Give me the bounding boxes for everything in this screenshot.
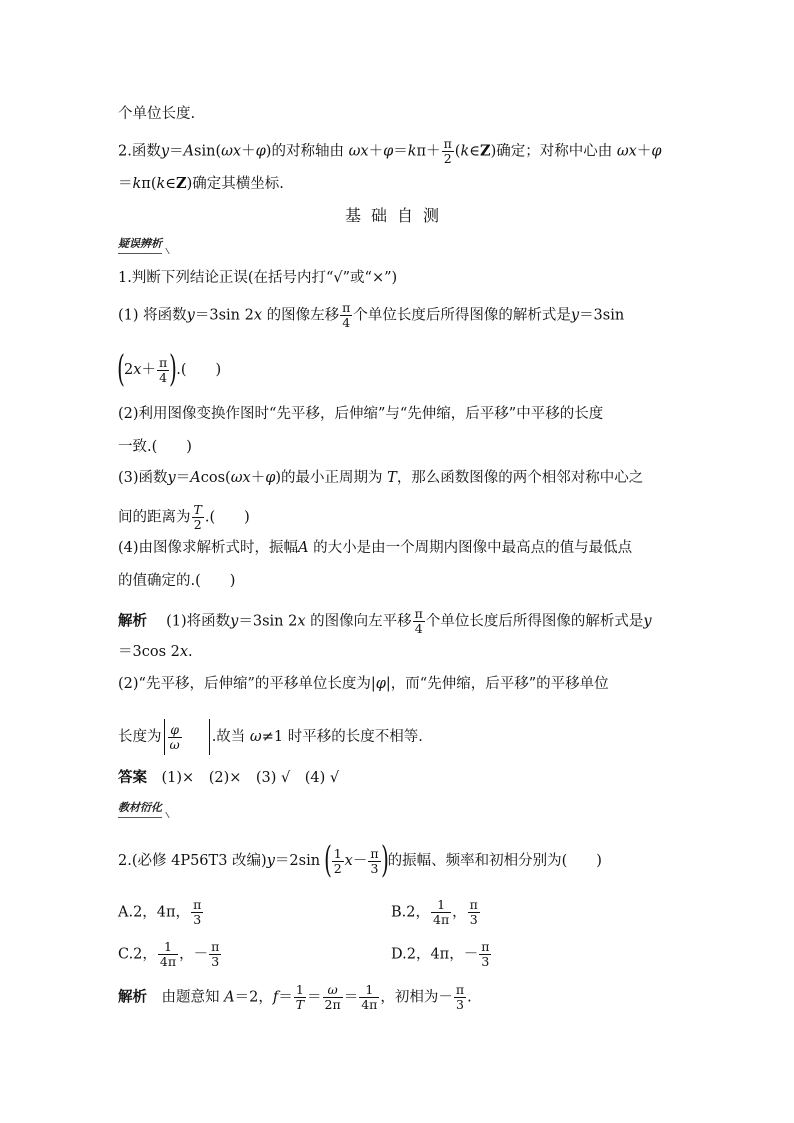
text-run: ＋ (141, 362, 156, 378)
text-run: sin( (194, 143, 222, 160)
text-run: )确定其横坐标. (186, 176, 284, 192)
text-run: ω (323, 983, 343, 998)
text-run: 的图像左移 (266, 307, 340, 324)
text-run: ＝2， (234, 989, 273, 1006)
text-run: ωx (230, 470, 251, 486)
text-run: ) (169, 349, 178, 390)
text-run: y (266, 853, 275, 869)
axis-rule-line-1 (118, 137, 662, 166)
text-run: 4π (361, 997, 378, 1012)
statement-2-line-1: (2)利用图像变换作图时“先平移，后伸缩”与“先伸缩，后平移”中平移的长度 (118, 406, 604, 422)
fraction (332, 847, 344, 876)
text-run: π (469, 897, 478, 912)
fraction (340, 301, 352, 330)
text-run: .( ) (176, 362, 222, 378)
text-run: π (211, 939, 220, 954)
text-run: π＋ (416, 143, 441, 160)
text-run: π (481, 939, 490, 954)
text-run: (3)函数 (118, 470, 168, 486)
text-run: Z (479, 142, 491, 160)
text-run: k (407, 143, 417, 160)
fraction (359, 983, 379, 1012)
text-run: ( (117, 349, 125, 390)
text-run: 2 (443, 151, 452, 166)
text-run: π (158, 354, 168, 370)
text-run: k (156, 176, 166, 192)
text-run: (1)× (2)× (3) √ (4) √ (161, 770, 340, 786)
fraction (479, 940, 491, 969)
text-run: 个单位长度后所得图像的解析式是 (353, 307, 571, 324)
text-run: 3 (370, 860, 379, 876)
text-run: π( (141, 176, 157, 192)
text-run: φ (383, 143, 394, 160)
text-run: φ (265, 470, 276, 486)
text-run: 3 (481, 954, 490, 969)
option-a (118, 898, 204, 927)
text-run: (1) 将函数 (118, 307, 187, 324)
text-run: A.2，4π， (118, 904, 191, 921)
statement-4-line-1 (118, 538, 632, 558)
fraction (168, 723, 182, 752)
text-run: ω (169, 736, 180, 752)
text-run: ＝ (307, 989, 322, 1006)
text-run: ， (452, 904, 467, 921)
text-run: ( (323, 840, 332, 881)
text-run: ωx (616, 143, 637, 160)
solution-label: 解析 (118, 613, 147, 630)
text-run: ＋ (250, 470, 266, 486)
text-run: 1 (359, 983, 379, 998)
text-run: φ (651, 143, 662, 160)
text-run: ＝2sin (274, 853, 321, 869)
math-glyph (164, 719, 165, 755)
text-run: x (253, 307, 263, 324)
text-run: y (186, 307, 195, 324)
text-run: ( (454, 143, 461, 160)
text-run: π (443, 136, 452, 151)
solution-1-line-4 (118, 719, 423, 755)
text-run: A (298, 540, 309, 556)
section-tag-error-analysis: 疑误辨析 (118, 237, 162, 254)
option-c (118, 940, 222, 969)
solution-label: 解析 (118, 989, 147, 1006)
text-run: 个单位长度后所得图像的解析式是 (425, 613, 644, 630)
text-run: 2.(必修 4P56T3 改编) (118, 853, 267, 869)
option-d (391, 940, 492, 969)
text-run: 长度为 (118, 729, 162, 745)
text-run: 1 (158, 940, 178, 955)
text-run: ＝3cos 2 (118, 644, 180, 660)
fraction (157, 356, 169, 385)
text-run: D.2，4π，－ (391, 946, 479, 963)
text-run: k (132, 176, 142, 192)
text-run: T (295, 997, 305, 1012)
statement-1-line-2 (117, 349, 222, 390)
text-run: ωx (221, 143, 242, 160)
fraction (454, 983, 466, 1012)
fraction (158, 940, 178, 969)
text-run: A (183, 143, 195, 160)
fraction (323, 983, 343, 1012)
text-run: (2)“先平移，后伸缩”的平移单位长度为| (118, 676, 376, 692)
solution-2 (118, 983, 472, 1012)
text-run: ＝ (343, 989, 359, 1006)
answer-label: 答案 (118, 770, 147, 786)
text-run: ＝ (278, 989, 293, 1006)
text-run: ＋ (636, 143, 652, 160)
fraction (209, 940, 221, 969)
text-run: 1 (431, 898, 451, 913)
text-run: )的对称轴由 (265, 143, 344, 160)
text-run: π (370, 845, 379, 861)
text-run: ＝3sin (579, 307, 625, 324)
text-run: y (167, 470, 176, 486)
text-line (118, 104, 195, 124)
text-run: ＝ (175, 470, 191, 486)
text-run: 2π (324, 997, 341, 1012)
text-run: 由题意知 (161, 989, 220, 1006)
statement-4-line-2: 的值确定的.( ) (118, 573, 236, 589)
text-run: 1 (294, 983, 306, 998)
text-run: － (352, 853, 368, 869)
statement-2-line-2: 一致.( ) (118, 439, 192, 455)
math-glyph (209, 719, 210, 755)
text-run: 间的距离为 (118, 509, 191, 526)
text-run: 2 (333, 860, 342, 876)
text-run: 3 (193, 912, 202, 927)
text-run: . (467, 989, 472, 1006)
fraction (468, 898, 480, 927)
text-run: ≠1 时平移的长度不相等. (261, 729, 423, 745)
section-title: 基础自测 (344, 206, 449, 225)
text-run: ) (380, 840, 389, 881)
statement-1-line-1 (118, 301, 624, 330)
solution-1-line-1 (118, 607, 652, 636)
statement-3-line-1 (118, 468, 643, 488)
section-tag-textbook: 教材衍化 (118, 801, 162, 818)
text-run: 4 (414, 621, 423, 636)
text-run: 4π (159, 954, 177, 969)
text-run: 3 (211, 954, 220, 969)
text-run: .故当 (211, 729, 246, 745)
text-run: . (188, 644, 193, 660)
text-run: y (643, 613, 652, 630)
text-run: )确定；对称中心由 (490, 143, 613, 160)
text-run: ＝ (118, 176, 133, 192)
text-run: π (414, 606, 423, 621)
statement-3-line-2 (118, 503, 250, 532)
text-run: C.2， (118, 946, 157, 963)
text-run: φ (168, 723, 182, 738)
text-run: B.2， (391, 904, 430, 921)
text-run: (1)将函数 (166, 613, 231, 630)
text-run: 的图像向左平移 (310, 613, 412, 630)
text-run: ，初相为－ (380, 989, 453, 1006)
text-run: ＝ (393, 143, 408, 160)
fraction (368, 847, 380, 876)
axis-rule-line-2 (118, 174, 284, 194)
text-run: cos( (200, 470, 231, 486)
question-1: 1.判断下列结论正误(在括号内打“√”或“×”) (118, 270, 398, 286)
fraction (191, 898, 203, 927)
text-run: ∈ (165, 176, 177, 192)
text-run: T (193, 502, 202, 517)
text-run: x (297, 613, 306, 630)
text-run: 4 (159, 369, 168, 385)
text-run: 3 (469, 912, 478, 927)
text-run: (4)由图像求解析式时，振幅 (118, 540, 299, 556)
text-run: y (160, 143, 170, 160)
text-run: 4π (433, 912, 450, 927)
text-run: φ (375, 676, 386, 692)
text-run: ＝ (169, 143, 184, 160)
text-run: )的最小正周期为 (275, 470, 383, 486)
text-run: ωx (348, 143, 369, 160)
text-run: ，－ (179, 946, 209, 963)
text-run: 的振幅、频率和初相分别为( ) (387, 853, 602, 869)
text-run: π (455, 982, 465, 997)
text-run: 2 (124, 362, 134, 378)
text-run: ＋ (241, 143, 256, 160)
fraction (192, 503, 204, 532)
text-run: x (344, 853, 353, 869)
text-run: x (179, 644, 189, 660)
text-run: x (133, 362, 142, 378)
fraction (431, 898, 451, 927)
text-run: ＋ (368, 143, 384, 160)
text-run: k (460, 143, 470, 160)
text-run: A (224, 989, 235, 1006)
text-run: π (193, 897, 202, 912)
text-run: 2 (193, 517, 202, 532)
text-run: A (190, 470, 201, 486)
text-run: 1 (333, 845, 342, 861)
text-run: ，那么函数图像的两个相邻对称中心之 (396, 470, 644, 486)
text-run: φ (255, 143, 266, 160)
text-run: y (570, 307, 580, 324)
solution-1-line-3 (118, 674, 609, 694)
text-run: 4 (342, 315, 351, 330)
text-run: ＝3sin 2 (238, 613, 298, 630)
text-run: 2.函数 (118, 143, 161, 160)
text-run: T (387, 470, 397, 486)
answer-1 (118, 768, 339, 788)
text-run: Z (176, 175, 187, 192)
text-run: 的大小是由一个周期内图像中最高点的值与最低点 (313, 540, 633, 556)
text-run: |，而“先伸缩，后平移”的平移单位 (385, 676, 609, 692)
text-run: ω (249, 729, 262, 745)
text-run: ∈ (469, 143, 480, 160)
fraction (294, 983, 306, 1012)
text-run: ＝3sin 2 (194, 307, 254, 324)
text-run: y (230, 613, 239, 630)
solution-1-line-2 (118, 642, 193, 662)
option-b (391, 898, 481, 927)
text-run: 3 (456, 997, 464, 1012)
question-2 (118, 840, 602, 881)
text-run: .( ) (204, 509, 250, 526)
text-run: π (342, 300, 351, 315)
text-run: 个单位长度. (118, 106, 196, 122)
fraction (442, 137, 454, 166)
text-run: f (272, 989, 279, 1006)
fraction (413, 607, 425, 636)
